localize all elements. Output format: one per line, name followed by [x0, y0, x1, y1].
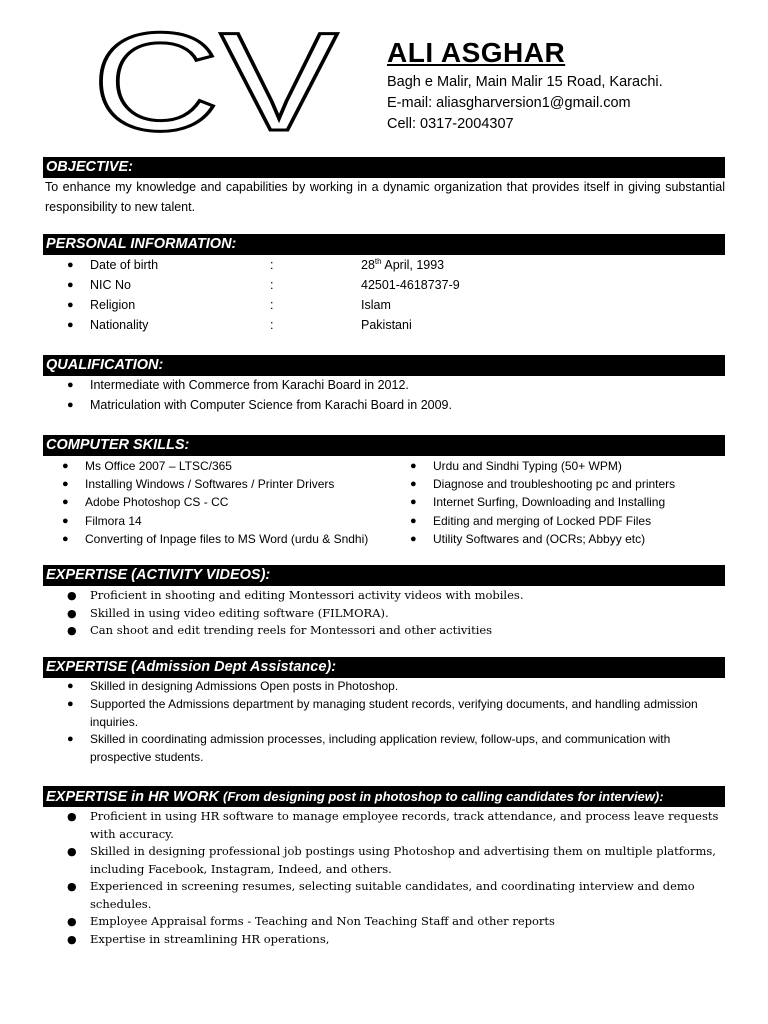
bullet-icon: ●	[67, 259, 74, 271]
objective-heading: OBJECTIVE:	[43, 157, 725, 178]
personal-row-religion	[45, 296, 645, 316]
bullet-icon: ●	[62, 514, 69, 527]
admission-heading: EXPERTISE (Admission Dept Assistance):	[43, 657, 725, 678]
personal-label: Nationality	[90, 318, 149, 332]
candidate-name: ALI ASGHAR	[387, 37, 566, 68]
list-item: ● Skilled in using video editing software (FILMORA).	[45, 605, 725, 623]
computer-skills-heading: COMPUTER SKILLS:	[43, 435, 725, 456]
personal-separator: :	[270, 258, 274, 272]
personal-label: NIC No	[90, 278, 131, 292]
bullet-icon: ●	[67, 279, 74, 291]
personal-label: Date of birth	[90, 258, 159, 272]
list-item: ● Converting of Inpage files to MS Word (urdu & Sndhi)	[40, 530, 400, 548]
header-info	[387, 34, 663, 135]
bullet-icon: ●	[62, 496, 69, 509]
contact-cell: Cell: 0317-2004307	[387, 116, 514, 132]
cv-logo-text: CV	[92, 24, 338, 142]
bullet-icon: ●	[67, 379, 74, 391]
list-item: ● Installing Windows / Softwares / Printer Drivers	[40, 475, 400, 493]
personal-row-nic	[45, 276, 645, 296]
bullet-icon: ●	[62, 532, 69, 545]
hr-heading	[43, 786, 725, 807]
bullet-icon: ●	[67, 299, 74, 311]
list-item: ● Skilled in designing professional job postings using Photoshop and advertising them on multiple platforms, including Facebook, Instagram, Indeed, and others.	[67, 844, 716, 876]
bullet-icon: ●	[67, 589, 77, 602]
personal-info-heading: PERSONAL INFORMATION:	[43, 234, 725, 255]
qualification-list	[45, 376, 725, 416]
hr-heading-sub: (From designing post in photoshop to calling candidates for interview):	[222, 789, 664, 804]
skills-list-right	[388, 457, 725, 548]
list-item: ● Editing and merging of Locked PDF Files	[388, 512, 725, 530]
activity-videos-list	[45, 587, 725, 640]
list-item: ● Proficient in using HR software to manage employee records, track attendance, and process leave requests with accuracy.	[67, 809, 719, 841]
hr-list	[45, 808, 725, 948]
bullet-icon: ●	[67, 697, 74, 710]
list-item: ● Filmora 14	[40, 512, 400, 530]
cv-logo	[90, 24, 340, 142]
personal-value: 42501-4618737-9	[361, 278, 460, 292]
personal-row-dob	[45, 256, 645, 276]
list-item: ● Supported the Admissions department by managing student records, verifying documents, and handling admission inquiries.	[67, 696, 698, 729]
bullet-icon: ●	[410, 478, 417, 491]
list-item: ● Diagnose and troubleshooting pc and printers	[388, 475, 725, 493]
bullet-icon: ●	[410, 532, 417, 545]
list-item: ● Skilled in designing Admissions Open posts in Photoshop.	[45, 678, 725, 696]
bullet-icon: ●	[67, 932, 77, 946]
list-item: ● Urdu and Sindhi Typing (50+ WPM)	[388, 457, 725, 475]
skills-list-left	[40, 457, 400, 548]
bullet-icon: ●	[67, 624, 77, 637]
bullet-icon: ●	[62, 478, 69, 491]
bullet-icon: ●	[67, 810, 77, 823]
personal-value: Pakistani	[361, 318, 412, 332]
personal-separator: :	[270, 318, 274, 332]
bullet-icon: ●	[410, 460, 417, 472]
list-item: ● Expertise in streamlining HR operations,	[45, 931, 725, 949]
bullet-icon: ●	[67, 915, 77, 928]
hr-heading-main: EXPERTISE in HR WORK	[46, 789, 223, 805]
personal-separator: :	[270, 278, 274, 292]
list-item: ● Can shoot and edit trending reels for Montessori and other activities	[45, 622, 725, 640]
list-item: ● Utility Softwares and (OCRs; Abbyy etc)	[388, 530, 725, 548]
bullet-icon: ●	[67, 733, 74, 746]
list-item: ● Ms Office 2007 – LTSC/365	[40, 457, 400, 475]
bullet-icon: ●	[67, 680, 74, 692]
bullet-icon: ●	[410, 514, 417, 527]
contact-address: Bagh e Malir, Main Malir 15 Road, Karachi.	[387, 74, 663, 90]
list-item: ● Adobe Photoshop CS - CC	[40, 493, 400, 511]
list-item: ● Proficient in shooting and editing Montessori activity videos with mobiles.	[45, 587, 725, 605]
personal-value: Islam	[361, 298, 391, 312]
personal-value: 28th April, 1993	[361, 256, 445, 272]
list-item: ● Intermediate with Commerce from Karachi Board in 2012.	[45, 376, 725, 396]
bullet-icon: ●	[410, 496, 417, 509]
bullet-icon: ●	[67, 606, 77, 620]
admission-list	[45, 678, 725, 767]
bullet-icon: ●	[67, 398, 74, 411]
contact-email: E-mail: aliasgharversion1@gmail.com	[387, 95, 631, 111]
personal-row-nationality	[45, 316, 645, 336]
list-item: ● Matriculation with Computer Science from Karachi Board in 2009.	[45, 396, 725, 416]
bullet-icon: ●	[62, 460, 69, 472]
objective-text: To enhance my knowledge and capabilities by working in a dynamic organization that provides itself in giving substantial responsibility to new talent.	[45, 180, 725, 214]
bullet-icon: ●	[67, 319, 74, 331]
qualification-heading: QUALIFICATION:	[43, 355, 725, 376]
list-item: ● Internet Surfing, Downloading and Installing	[388, 493, 725, 511]
activity-videos-heading: EXPERTISE (ACTIVITY VIDEOS):	[43, 565, 725, 586]
bullet-icon: ●	[67, 845, 77, 858]
personal-label: Religion	[90, 298, 136, 312]
list-item: ● Skilled in coordinating admission processes, including application review, follow-ups, and communication with prospective students.	[67, 732, 671, 765]
list-item: ● Experienced in screening resumes, selecting suitable candidates, and coordinating interview and demo schedules.	[67, 879, 695, 911]
bullet-icon: ●	[67, 880, 77, 893]
list-item: ● Employee Appraisal forms - Teaching and Non Teaching Staff and other reports	[45, 913, 725, 931]
personal-separator: :	[270, 298, 274, 312]
